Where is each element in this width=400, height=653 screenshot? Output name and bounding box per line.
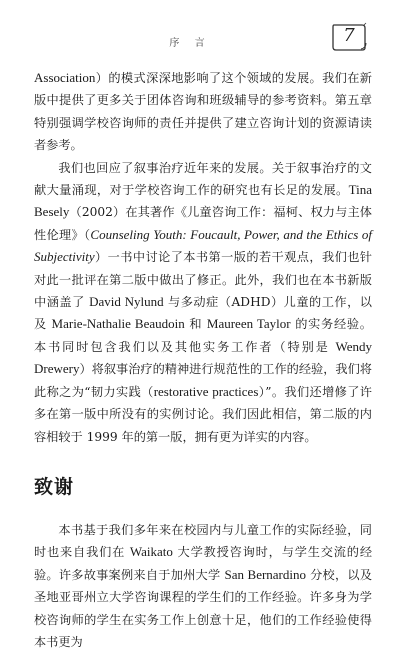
paragraph-1 — [34, 67, 372, 157]
text-run: Association — [34, 70, 96, 85]
text-run: Waikato — [129, 544, 173, 560]
text-run: 与多动症（ADHD）儿童的工作，以及 — [34, 295, 372, 332]
page-number-box — [331, 22, 367, 52]
text-run: San Bernardino — [224, 566, 307, 582]
text-run: 本书基于我们多年来在校园内与儿童工作的实际经验，同时也来自我们在 — [34, 522, 372, 560]
section-title: 致谢 — [34, 475, 75, 498]
page-body — [34, 67, 372, 653]
text-run: ）的模式深深地影响了这个领域的发展。我们在新版中提供了更多关于团体咨询和班级辅导的参考资料。第五章特别强调学校咨询师的责任并提供了建立咨询计划的资源请读者参考。 — [34, 71, 372, 153]
text-run: Tina Besely — [34, 182, 372, 220]
text-run: Wendy Drewery — [34, 338, 372, 377]
text-run: ）将叙事治疗的精神进行规范性的工作的经验，我们将此称之为“韧力实践（ — [34, 362, 372, 399]
text-run: restorative practices — [153, 383, 259, 399]
text-run: 和 — [184, 317, 207, 332]
text-run: David Nylund — [89, 294, 164, 310]
text-run: Counseling Youth: Foucault, Power, and the Ethics of Subjectivity — [34, 226, 373, 265]
text-run: 大学教授咨询时，与学生交流的经验。许多故事案例来自于加州大学 — [34, 545, 373, 582]
page-number: 7 — [343, 25, 355, 46]
paragraph-3 — [34, 519, 372, 653]
text-run: 的实务经验。本书同时包含我们以及其他实务工作者（特别是 — [34, 317, 372, 354]
text-run: 分校，以及圣地亚哥州立大学咨询课程的学生们的工作经验。许多身为学校咨询师的学生在实务工作上创意十足，他们的工作经验使得本书更为 — [34, 567, 373, 649]
text-run: Maureen Taylor — [206, 316, 291, 332]
text-run: Marie-Nathalie Beaudoin — [51, 316, 185, 332]
paragraph-2 — [34, 157, 372, 448]
text-run: 我们也回应了叙事治疗近年来的发展。关于叙事治疗的文献大量涌现，对于学校咨询工作的研究也有长足的发展。 — [34, 160, 372, 198]
running-head: 序 言 — [169, 38, 211, 49]
text-run: ）”。我们还增修了许多在第一版中所没有的实例讨论。我们因此相信，第二版的内容相较于 1999 年的第一版，拥有更为详实的内容。 — [34, 384, 372, 444]
text-run: （2002）在其著作《儿童咨询工作：福柯、权力与主体性伦理》（ — [34, 205, 372, 242]
page-header — [0, 0, 400, 60]
text-run: ）一书中讨论了本书第一版的若干观点，我们也针对此一批评在第二版中做出了修正。此外，我们也在本书新版中涵盖了 — [34, 250, 372, 310]
